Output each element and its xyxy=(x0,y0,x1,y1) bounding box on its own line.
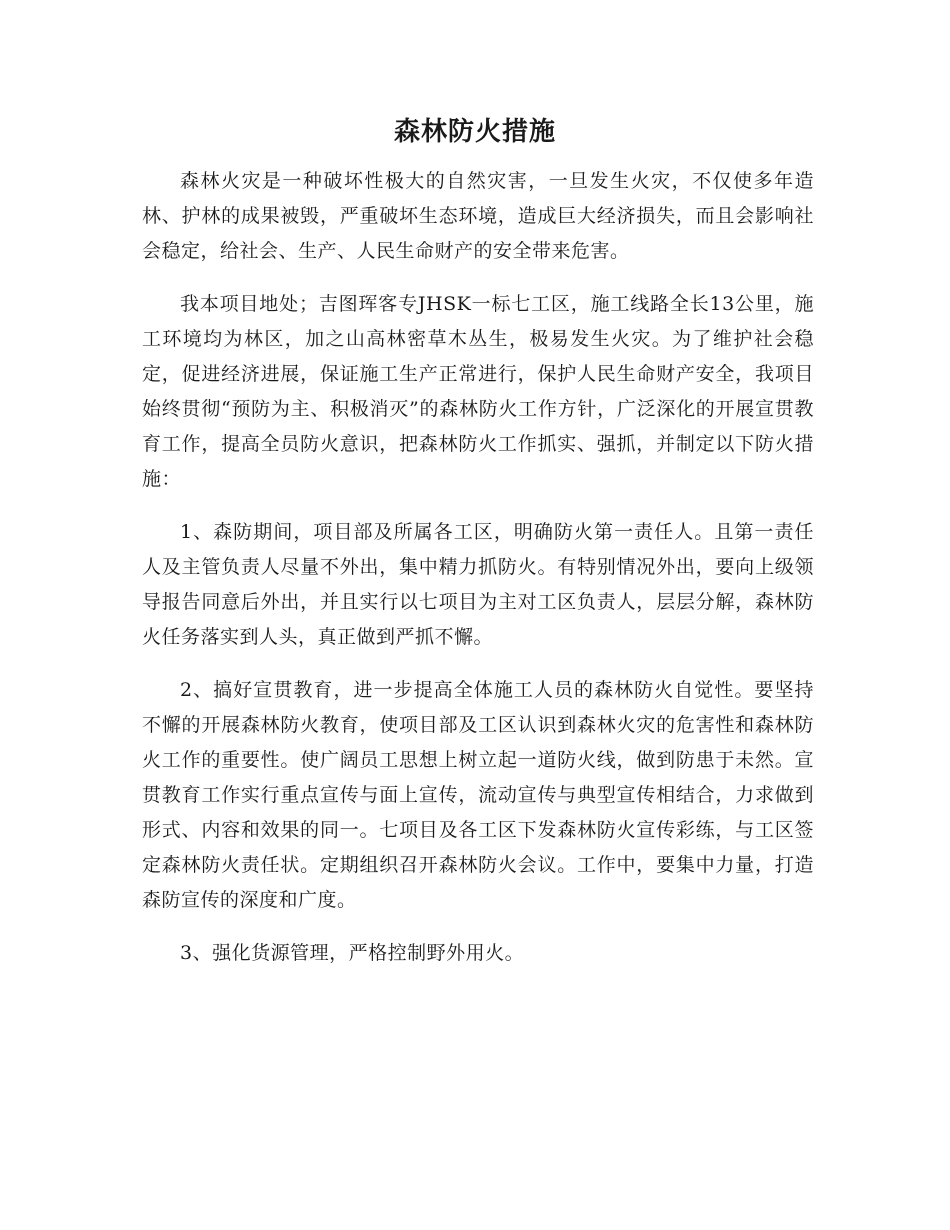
paragraph-project-location: 我本项目地处；吉图珲客专JHSK一标七工区，施工线路全长13公里，施工环境均为林区，加之山高林密草木丛生，极易发生火灾。为了维护社会稳定，促进经济进展，保证施工生产正常进行，保护人民生命财产安全，我项目始终贯彻“预防为主、积极消灭”的森林防火工作方针，广泛深化的开展宣贯教育工作，提高全员防火意识，把森林防火工作抓实、强抓，并制定以下防火措施： xyxy=(142,293,814,490)
paragraph-intro: 森林火灾是一种破坏性极大的自然灾害，一旦发生火灾，不仅使多年造林、护林的成果被毁，严重破坏生态环境，造成巨大经济损失，而且会影响社会稳定，给社会、生产、人民生命财产的安全带来危害。 xyxy=(142,170,814,262)
paragraph-measure-3: 3、强化货源管理，严格控制野外用火。 xyxy=(180,942,525,964)
paragraph-measure-1: 1、森防期间，项目部及所属各工区，明确防火第一责任人。且第一责任人及主管负责人尽量不外出，集中精力抓防火。有特别情况外出，要向上级领导报告同意后外出，并且实行以七项目为主对工区负责人，层层分解，森林防火任务落实到人头，真正做到严抓不懈。 xyxy=(142,521,814,648)
document-title: 森林防火措施 xyxy=(393,117,556,147)
paragraph-measure-2: 2、搞好宣贯教育，进一步提高全体施工人员的森林防火自觉性。要坚持不懈的开展森林防火教育，使项目部及工区认识到森林火灾的危害性和森林防火工作的重要性。使广阔员工思想上树立起一道防火线，做到防患于未然。宣贯教育工作实行重点宣传与面上宣传，流动宣传与典型宣传相结合，力求做到形式、内容和效果的同一。七项目及各工区下发森林防火宣传彩练，与工区签定森林防火责任状。定期组织召开森林防火会议。工作中，要集中力量，打造森防宣传的深度和广度。 xyxy=(142,679,814,911)
document-body xyxy=(142,164,814,989)
